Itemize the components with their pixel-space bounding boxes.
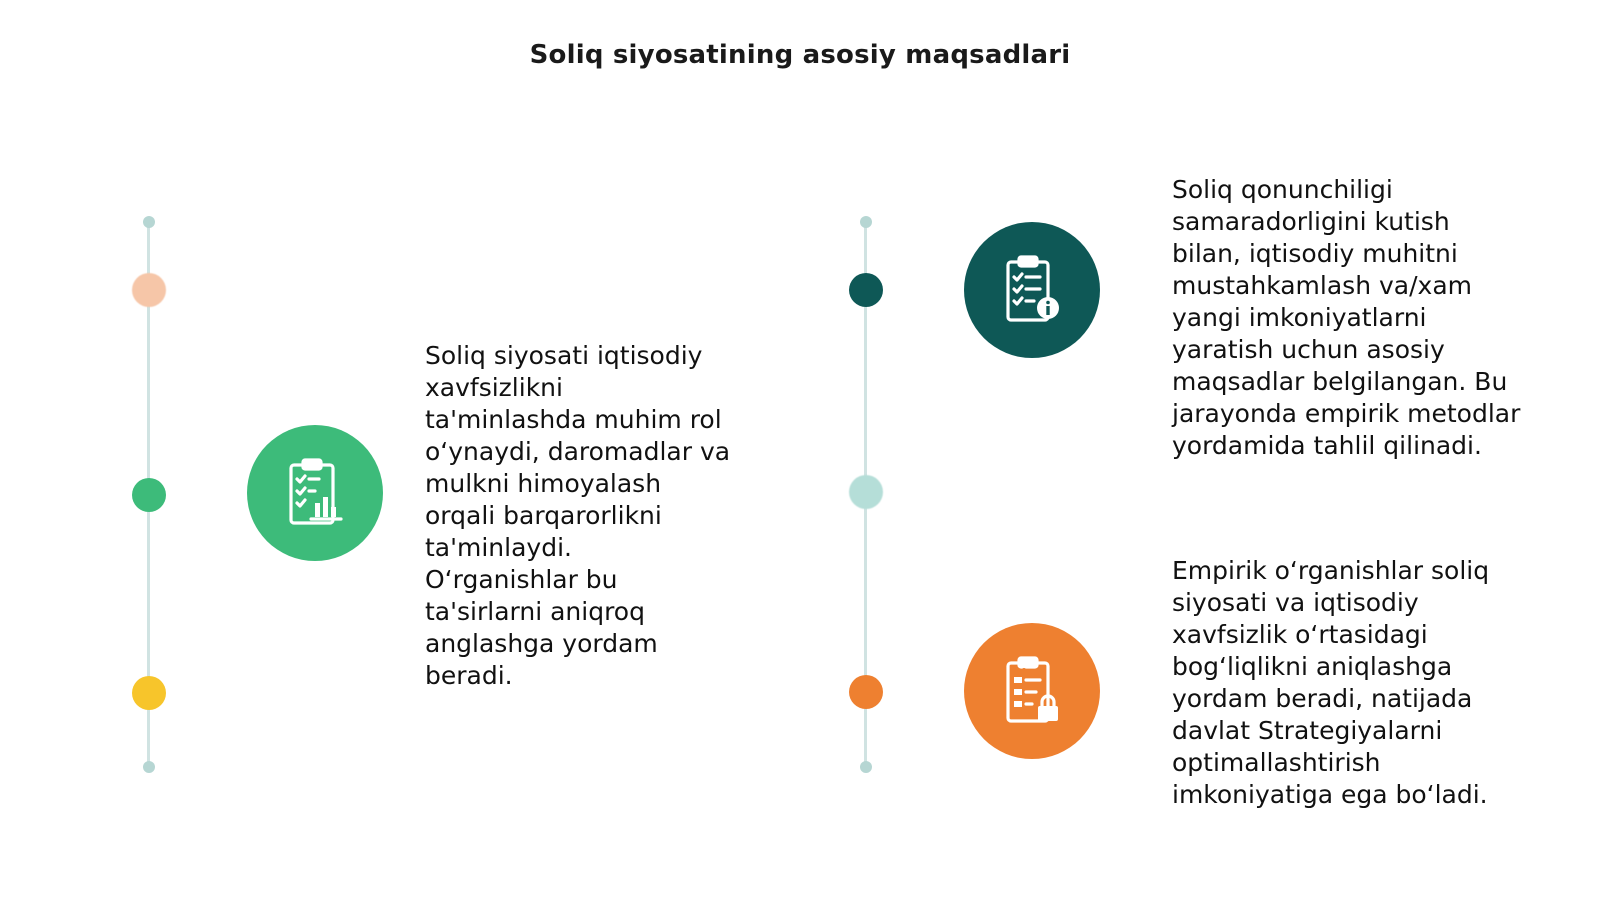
- left-timeline-bottom-dot: [143, 761, 155, 773]
- left-timeline-top-dot: [143, 216, 155, 228]
- right-node-dark-teal: [849, 273, 883, 307]
- left-node-green: [132, 478, 166, 512]
- item-1-text: Soliq siyosati iqtisodiy xavfsizlikni ta'minlashda muhim rol o‘ynaydi, daromadlar va mulkni himoyalash orqali barqarorlikni ta'minlaydi. O‘rganishlar bu ta'sirlarni aniqroq anglashga yordam beradi.: [425, 341, 731, 690]
- right-timeline-top-dot: [860, 216, 872, 228]
- item-2-text: Soliq qonunchiligi samaradorligini kutish bilan, iqtisodiy muhitni mustahkamlash va/xam yangi imkoniyatlarni yaratish uchun asosiy maqsadlar belgilangan. Bu jarayonda empirik metodlar yordamida tahlil qilinadi.: [1172, 175, 1521, 460]
- right-node-orange: [849, 675, 883, 709]
- left-node-yellow: [132, 676, 166, 710]
- clipboard-chart-icon: [247, 425, 383, 561]
- right-node-light-teal: [849, 475, 883, 509]
- clipboard-lock-icon: [964, 623, 1100, 759]
- right-timeline-bottom-dot: [860, 761, 872, 773]
- left-node-peach: [132, 273, 166, 307]
- clipboard-info-icon: [964, 222, 1100, 358]
- item-3-text: Empirik o‘rganishlar soliq siyosati va iqtisodiy xavfsizlik o‘rtasidagi bog‘liqlikni aniqlashga yordam beradi, natijada davlat Strategiyalarni optimallashtirish imkoniyatiga ega bo‘ladi.: [1172, 556, 1490, 809]
- page-title: Soliq siyosatining asosiy maqsadlari: [529, 40, 1071, 70]
